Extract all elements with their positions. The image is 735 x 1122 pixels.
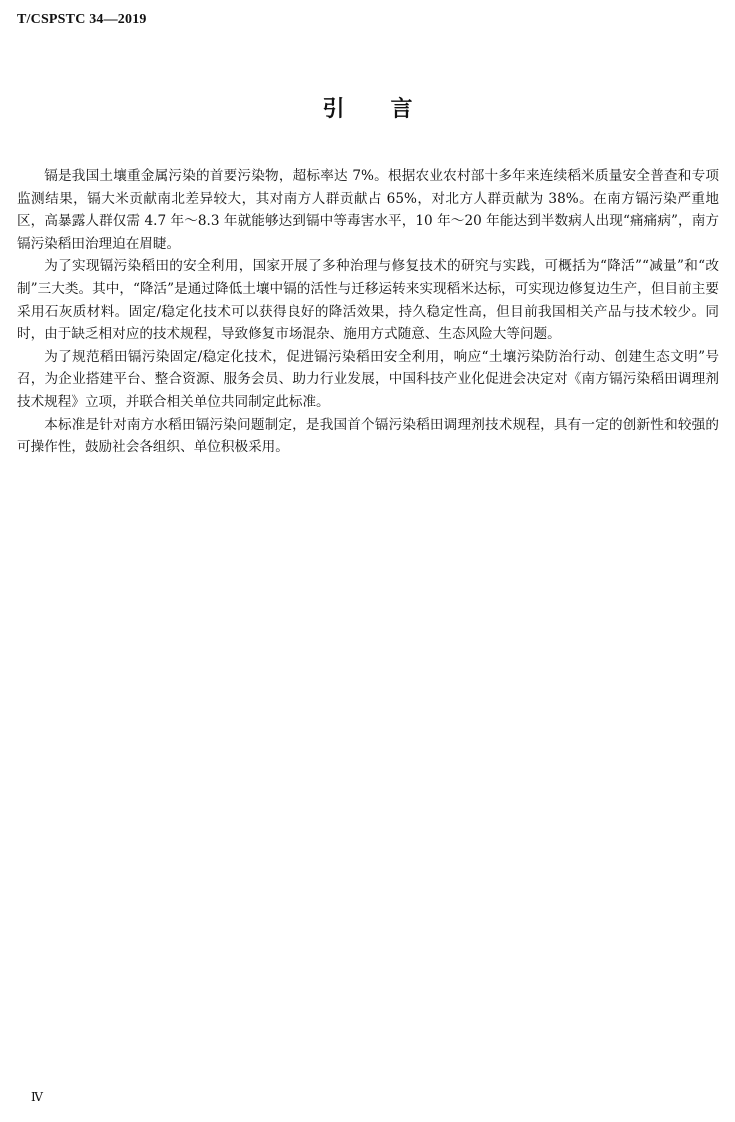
paragraph-1: 镉是我国土壤重金属污染的首要污染物，超标率达 7%。根据农业农村部十多年来连续稻米质量安全普查和专项监测结果，镉大米贡献南北差异较大，其对南方人群贡献占 65%，对北方人群贡献为 38%。在南方镉污染严重地区，高暴露人群仅需 4.7 年～8.3 年就能够达到镉中等毒害水平，10 年～20 年能达到半数病人出现“痛痛病”，南方镉污染稻田治理迫在眉睫。 xyxy=(17,168,719,252)
paragraph-2: 为了实现镉污染稻田的安全利用，国家开展了多种治理与修复技术的研究与实践，可概括为“降活”“减量”和“改制”三大类。其中，“降活”是通过降低土壤中镉的活性与迁移运转来实现稻米达标，可实现边修复边生产，但目前主要采用石灰质材料。固定/稳定化技术可以获得良好的降活效果，持久稳定性高，但目前我国相关产品与技术较少。同时，由于缺乏相对应的技术规程，导致修复市场混杂、施用方式随意、生态风险大等问题。 xyxy=(17,258,719,343)
paragraph-4: 本标准是针对南方水稻田镉污染问题制定，是我国首个镉污染稻田调理剂技术规程，具有一定的创新性和较强的可操作性，鼓励社会各组织、单位积极采用。 xyxy=(17,416,719,456)
page-number: Ⅳ xyxy=(31,1090,43,1104)
page-title: 引言 xyxy=(322,97,459,122)
standard-code: T/CSPSTC 34—2019 xyxy=(17,12,147,27)
paragraph-3: 为了规范稻田镉污染固定/稳定化技术，促进镉污染稻田安全利用，响应“土壤污染防治行动、创建生态文明”号召，为企业搭建平台、整合资源、服务会员、助力行业发展，中国科技产业化促进会决定对《南方镉污染稻田调理剂技术规程》立项，并联合相关单位共同制定此标准。 xyxy=(17,348,719,410)
document-body xyxy=(17,165,719,459)
